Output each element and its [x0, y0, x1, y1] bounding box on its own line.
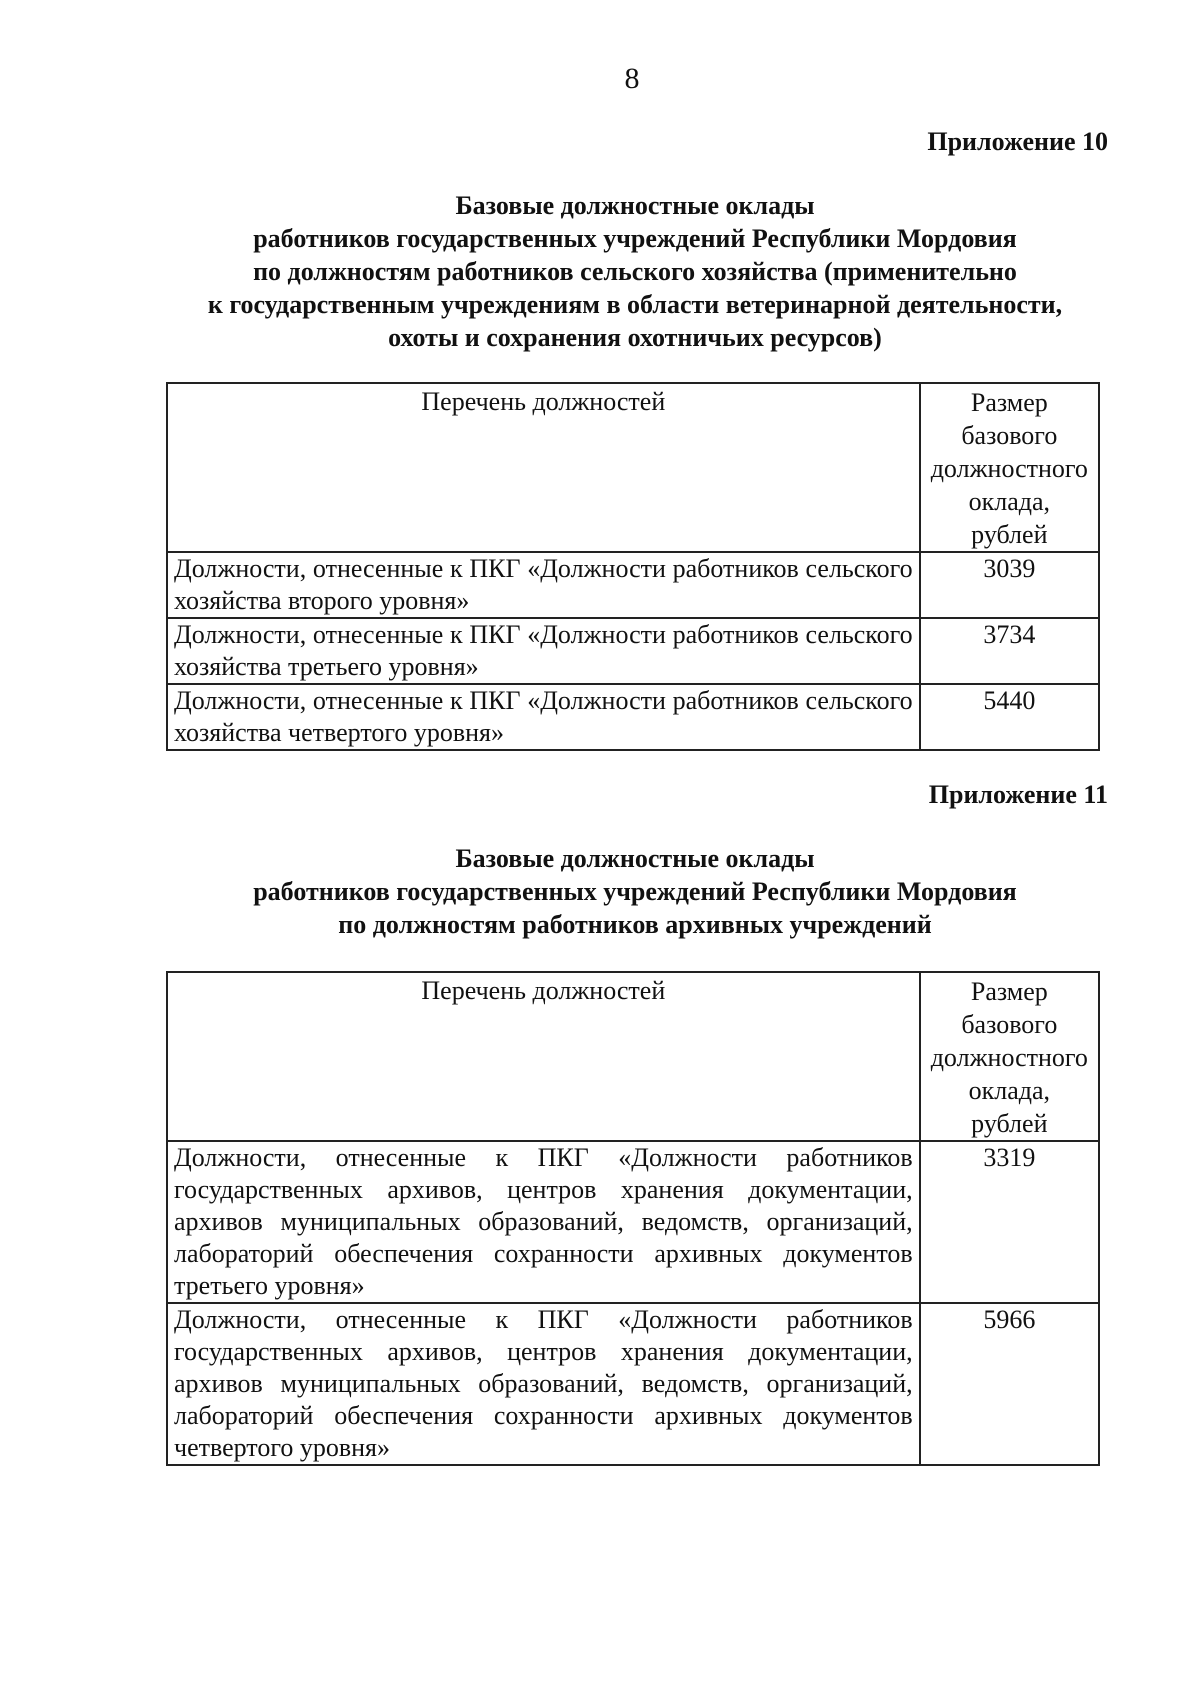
table-header-row [167, 972, 1099, 1141]
header-amount [920, 972, 1099, 1141]
position-cell: Должности, отнесенные к ПКГ «Должности работников сельского хозяйства четвертого уровня» [167, 684, 920, 750]
title-line: к государственным учреждениям в области ветеринарной деятельности, [207, 290, 1063, 319]
header-positions: Перечень должностей [167, 972, 920, 1141]
header-amount-line: должностного [930, 454, 1088, 483]
header-amount-line: рублей [971, 520, 1048, 549]
amount-cell: 3734 [920, 618, 1099, 684]
header-amount-line: рублей [971, 1109, 1048, 1138]
title-line: Базовые должностные оклады [455, 844, 815, 873]
page-number: 8 [624, 62, 640, 95]
amount-cell: 5440 [920, 684, 1099, 750]
position-cell: Должности, отнесенные к ПКГ «Должности работников государственных архивов, центров хранения документации, архивов муниципальных образований, ведомств, организаций, лабораторий обеспечения сохранности архивных документов третьего уровня» [167, 1141, 920, 1303]
header-amount [920, 383, 1099, 552]
title-line: по должностям работников сельского хозяйства (применительно [253, 257, 1017, 286]
header-amount-line: Размер [970, 977, 1048, 1006]
header-amount-line: должностного [930, 1043, 1088, 1072]
table-row [167, 1141, 1099, 1303]
header-amount-line: базового [961, 1010, 1058, 1039]
header-amount-line: базового [961, 421, 1058, 450]
amount-cell: 5966 [920, 1303, 1099, 1465]
title-line: работников государственных учреждений Республики Мордовия [253, 224, 1017, 253]
position-cell: Должности, отнесенные к ПКГ «Должности работников сельского хозяйства второго уровня» [167, 552, 920, 618]
amount-cell: 3319 [920, 1141, 1099, 1303]
header-amount-line: оклада, [968, 1076, 1051, 1105]
header-positions: Перечень должностей [167, 383, 920, 552]
title-line: охоты и сохранения охотничьих ресурсов) [388, 323, 882, 352]
position-cell: Должности, отнесенные к ПКГ «Должности работников государственных архивов, центров хранения документации, архивов муниципальных образований, ведомств, организаций, лабораторий обеспечения сохранности архивных документов четвертого уровня» [167, 1303, 920, 1465]
header-amount-line: оклада, [968, 487, 1051, 516]
title-line: по должностям работников архивных учреждений [338, 910, 932, 939]
title-line: работников государственных учреждений Республики Мордовия [253, 877, 1017, 906]
table-header-row [167, 383, 1099, 552]
table-row [167, 552, 1099, 618]
table-row [167, 1303, 1099, 1465]
appendix-11-title [100, 842, 1170, 941]
appendix-10-label: Приложение 10 [927, 127, 1108, 156]
position-cell: Должности, отнесенные к ПКГ «Должности работников сельского хозяйства третьего уровня» [167, 618, 920, 684]
appendix-11-label: Приложение 11 [928, 780, 1108, 809]
salary-table-agriculture [166, 382, 1100, 751]
header-amount-line: Размер [970, 388, 1048, 417]
table-row [167, 684, 1099, 750]
table-row [167, 618, 1099, 684]
amount-cell: 3039 [920, 552, 1099, 618]
title-line: Базовые должностные оклады [455, 191, 815, 220]
appendix-10-title [100, 189, 1170, 354]
salary-table-archives [166, 971, 1100, 1466]
